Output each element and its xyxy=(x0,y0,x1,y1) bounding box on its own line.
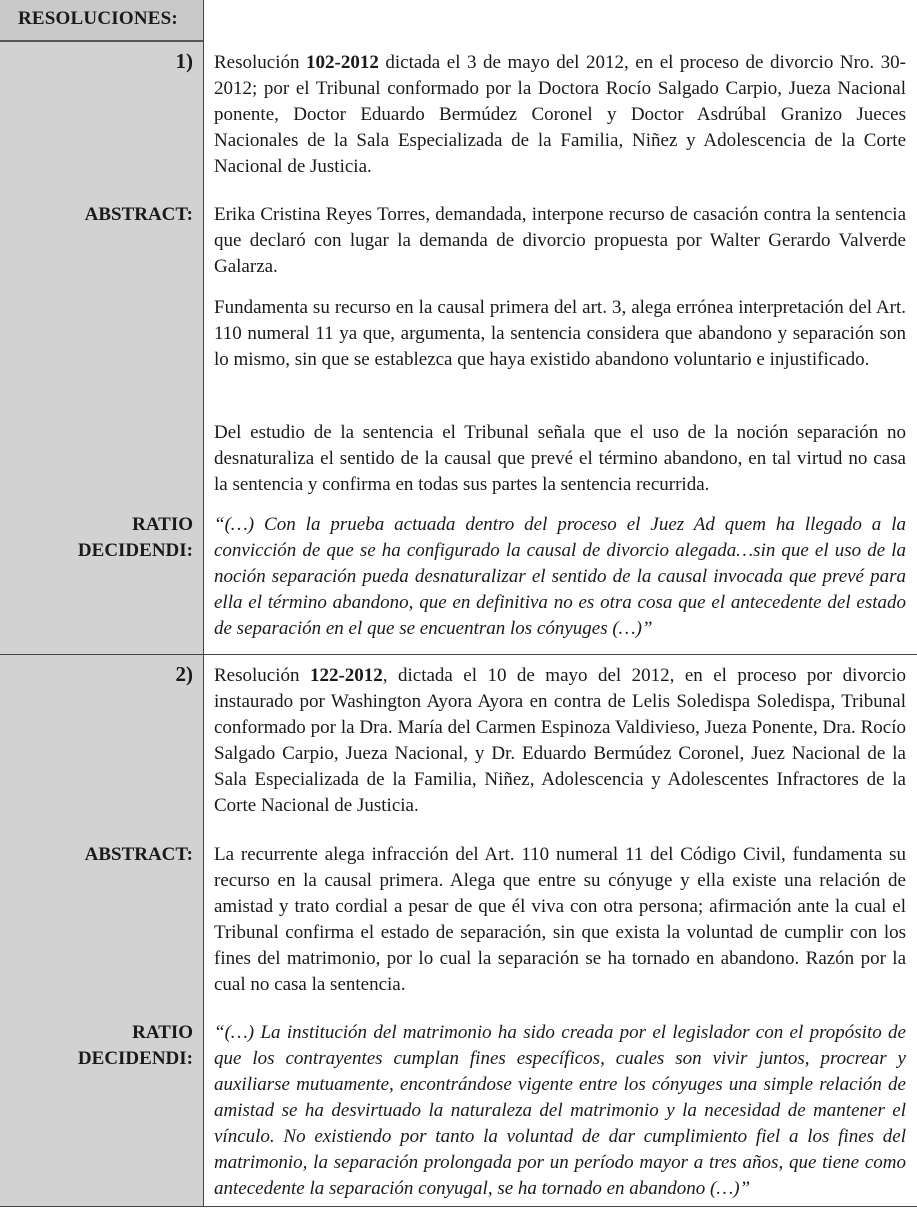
ratio-label-decidendi: DECIDENDI: xyxy=(77,1048,193,1069)
abstract-paragraph: Erika Cristina Reyes Torres, demandada, interpone recurso de casación contra la sentencia que declaró con lugar la demanda de divorcio propuesta por Walter Gerardo Valverde Galarza. xyxy=(214,204,906,277)
bottom-border xyxy=(0,1206,917,1207)
abstract-label: ABSTRACT: xyxy=(84,204,193,225)
entry-divider xyxy=(0,654,917,655)
abstract-paragraph: La recurrente alega infracción del Art. 110 numeral 11 del Código Civil, fundamenta su recurso en la causal primera. Alega que entre su cónyuge y ella existe una relación de amistad y trato cordial a pesar de que él viva con otra persona; afirmación ante la cual el Tribunal confirma el estado de separación, sin que exista la voluntad de cumplir con los fines del matrimonio, por lo cual la separación se ha tornado en abandono. Razón por la cual no casa la sentencia. xyxy=(214,844,906,995)
resolution-text: , dictada el 10 de mayo del 2012, en el proceso por divorcio instaurado por Washington Ayora Ayora en contra de Lelis Soledispa Soledispa, Tribunal conformado por la Dra. María del Carmen Espinoza Valdivieso, Jueza Ponente, Dra. Rocío Salgado Carpio, Jueza Nacional, y Dr. Eduardo Bermúdez Coronel, Juez Nacional de la Sala Especializada de la Familia, Niñez, Adolescencia y Adolescentes Infractores de la Corte Nacional de Justicia. xyxy=(214,665,906,816)
resolution-code: 122-2012 xyxy=(309,665,383,686)
ratio-quote: “(…) Con la prueba actuada dentro del proceso el Juez Ad quem ha llegado a la convicción de que se ha configurado la causal de divorcio alegada…sin que el uso de la noción separación pueda desnaturalizar el sentido de la causal invocada que prevé para ella el término abandono, que en definitiva no es otra cosa que el antecedente del estado de separación en el que se encuentran los cónyuges (…)” xyxy=(214,514,906,639)
resolution-paragraph xyxy=(214,50,906,180)
entry-number: 2) xyxy=(175,662,193,686)
resolution-prefix: Resolución xyxy=(214,52,307,73)
ratio-label: RATIO xyxy=(132,514,193,535)
resolution-prefix: Resolución xyxy=(214,665,310,686)
resolution-text: dictada el 3 de mayo del 2012, en el proceso de divorcio Nro. 30-2012; por el Tribunal conformado por la Doctora Rocío Salgado Carpio, Jueza Nacional ponente, Doctor Eduardo Bermúdez Coronel y Doctor Asdrúbal Granizo Jueces Nacionales de la Sala Especializada de la Familia, Niñez y Adolescencia de la Corte Nacional de Justicia. xyxy=(214,52,906,177)
abstract-paragraph: Del estudio de la sentencia el Tribunal señala que el uso de la noción separación no desnaturaliza el sentido de la causal que prevé el término abandono, en tal virtud no casa la sentencia y confirma en todas sus partes la sentencia recurrida. xyxy=(214,422,906,495)
ratio-quote: “(…) La institución del matrimonio ha sido creada por el legislador con el propósito de que los contrayentes cumplan fines específicos, cuales son vivir juntos, procrear y auxiliarse mutuamente, encontrándose vigente entre los cónyuges una simple relación de amistad se ha desvirtuado la naturaleza del matrimonio y la necesidad de mantener el vínculo. No existiendo por tanto la voluntad de dar cumplimiento fiel a los fines del matrimonio, la separación prolongada por un período mayor a tres años, que tiene como antecedente la separación conyugal, se ha tornado en abandono (…)” xyxy=(214,1022,906,1199)
section-header xyxy=(0,0,203,42)
ratio-label: RATIO xyxy=(132,1022,193,1043)
column-divider xyxy=(203,0,204,1207)
abstract-label: ABSTRACT: xyxy=(84,844,193,865)
resolution-code: 102-2012 xyxy=(306,52,379,73)
abstract-paragraph: Fundamenta su recurso en la causal primera del art. 3, alega errónea interpretación del Art. 110 numeral 11 ya que, argumenta, la sentencia considera que abandono y separación son lo mismo, sin que se establezca que haya existido abandono voluntario e injustificado. xyxy=(214,297,906,370)
resolution-paragraph xyxy=(214,663,906,819)
entry-number: 1) xyxy=(175,49,193,73)
section-title: RESOLUCIONES: xyxy=(18,8,178,29)
ratio-label-decidendi: DECIDENDI: xyxy=(77,540,193,561)
